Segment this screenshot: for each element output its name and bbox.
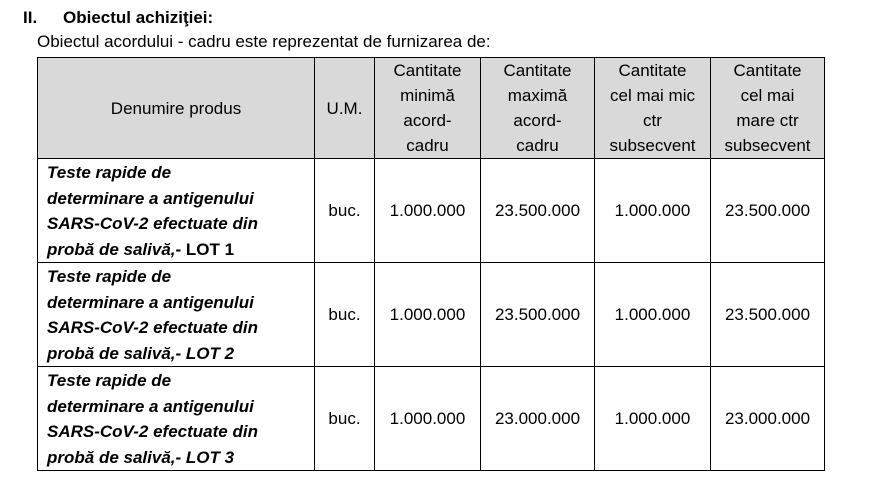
max-acord-cell: 23.500.000 — [481, 263, 595, 367]
unit-cell: buc. — [315, 367, 375, 471]
min-acord-cell: 1.000.000 — [375, 159, 481, 263]
table-row — [38, 159, 825, 263]
max-acord-cell: 23.500.000 — [481, 159, 595, 263]
max-ctr-cell: 23.500.000 — [711, 159, 825, 263]
col-header-max-ctr: Cantitate cel mai mare ctr subsecvent — [711, 58, 825, 159]
min-ctr-cell: 1.000.000 — [595, 263, 711, 367]
table-row — [38, 367, 825, 471]
min-acord-cell: 1.000.000 — [375, 263, 481, 367]
header-row — [38, 58, 825, 159]
max-ctr-cell: 23.500.000 — [711, 263, 825, 367]
lot-label: LOT 1 — [185, 239, 235, 259]
max-acord-cell: 23.000.000 — [481, 367, 595, 471]
min-ctr-cell: 1.000.000 — [595, 159, 711, 263]
table-row — [38, 263, 825, 367]
col-header-min-acord: Cantitate minimă acord- cadru — [375, 58, 481, 159]
section-number: II. — [23, 8, 38, 27]
lot-label: LOT 3 — [185, 447, 235, 467]
unit-cell: buc. — [315, 263, 375, 367]
unit-cell: buc. — [315, 159, 375, 263]
min-acord-cell: 1.000.000 — [375, 367, 481, 471]
max-ctr-cell: 23.000.000 — [711, 367, 825, 471]
min-ctr-cell: 1.000.000 — [595, 367, 711, 471]
products-table — [37, 57, 825, 471]
section-title: Obiectul achiziţiei: — [63, 8, 214, 27]
intro-text: Obiectul acordului - cadru este reprezentat de furnizarea de: — [37, 32, 491, 51]
product-name: Teste rapide de determinare a antigenului SARS-CoV-2 efectuate din probă de salivă,- LOT 3 — [38, 367, 315, 471]
lot-label: LOT 2 — [185, 343, 235, 363]
section-heading — [23, 8, 213, 28]
col-header-max-acord: Cantitate maximă acord- cadru — [481, 58, 595, 159]
product-name: Teste rapide de determinare a antigenului SARS-CoV-2 efectuate din probă de salivă,- LOT 1 — [38, 159, 315, 263]
col-header-product: Denumire produs — [38, 58, 315, 159]
product-name: Teste rapide de determinare a antigenului SARS-CoV-2 efectuate din probă de salivă,- LOT 2 — [38, 263, 315, 367]
col-header-um: U.M. — [315, 58, 375, 159]
col-header-min-ctr: Cantitate cel mai mic ctr subsecvent — [595, 58, 711, 159]
